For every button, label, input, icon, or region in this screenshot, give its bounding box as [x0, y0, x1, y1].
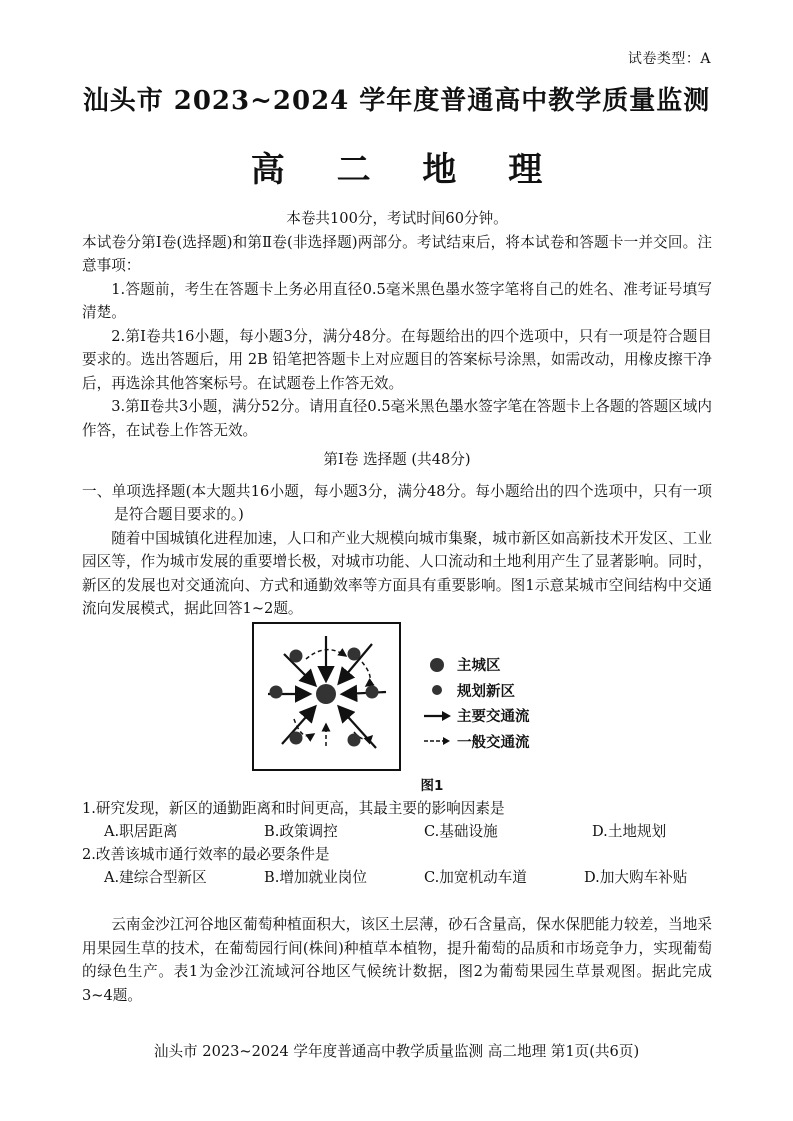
figure-1-caption: 图1 [420, 778, 444, 794]
new-district-dot [290, 650, 303, 663]
main-city-dot [316, 684, 336, 704]
question-1 [82, 797, 712, 843]
question-2-stem: 2.改善该城市通行效率的最必要条件是 [82, 846, 330, 863]
q2-option-d[interactable]: D.加大购车补贴 [584, 869, 688, 886]
exam-title: 汕头市 2023~2024 学年度普通高中教学质量监测 [82, 86, 711, 116]
passage-2-block [82, 913, 712, 1007]
exam-summary: 本卷共100分，考试时间60分钟。 [286, 210, 508, 227]
small-dot-icon [431, 684, 443, 696]
new-district-dot [270, 686, 283, 699]
paper-type-label: 试卷类型：A [627, 51, 711, 67]
q2-option-a[interactable]: A.建综合型新区 [104, 869, 207, 886]
instructions-intro: 本试卷分第Ⅰ卷(选择题)和第Ⅱ卷(非选择题)两部分。考试结束后，将本试卷和答题卡一并交回。注意事项： [82, 233, 712, 274]
subject-title: 高 二 地 理 [250, 150, 563, 190]
question-2 [82, 843, 712, 889]
new-district-dot [290, 732, 303, 745]
q1-option-d[interactable]: D.土地规划 [592, 823, 667, 840]
legend-general-flow: 一般交通流 [417, 729, 530, 755]
figure-1-diagram [252, 622, 401, 771]
part-heading: 一、单项选择题(本大题共16小题，每小题3分，满分48分。每小题给出的四个选项中，只有一项是符合题目要求的。) [82, 482, 712, 523]
q2-option-c[interactable]: C.加宽机动车道 [424, 869, 527, 886]
instructions-block [82, 207, 712, 442]
new-district-dot [348, 648, 361, 661]
question-2-options [82, 866, 712, 889]
instruction-item-1: 1.答题前，考生在答题卡上务必用直径0.5毫米黑色墨水签字笔将自己的姓名、准考证号填写清楚。 [82, 280, 712, 321]
new-district-dot [348, 734, 361, 747]
passage-1: 随着中国城镇化进程加速，人口和产业大规模向城市集聚，城市新区如高新技术开发区、工业园区等，作为城市发展的重要增长极，对城市功能、人口流动和土地利用产生了显著影响。同时，新区的发展也对交通流向、方式和通勤效率等方面具有重要影响。图1示意某城市空间结构中交通流向发展模式，据此回答1~2题。 [82, 529, 712, 617]
q1-option-a[interactable]: A.职居距离 [104, 823, 178, 840]
large-dot-icon [429, 657, 445, 673]
q1-option-b[interactable]: B.政策调控 [264, 823, 338, 840]
figure-1 [252, 622, 552, 794]
solid-arrow-icon [422, 710, 452, 722]
question-1-options [82, 820, 712, 843]
traffic-flow-diagram [254, 624, 399, 769]
legend-new-district: 规划新区 [417, 678, 530, 704]
section1-heading: 第Ⅰ卷 选择题 (共48分) [323, 451, 471, 468]
dashed-arrow-icon [422, 735, 452, 747]
q1-option-c[interactable]: C.基础设施 [424, 823, 498, 840]
section1-block [82, 448, 712, 621]
page-footer: 汕头市 2023~2024 学年度普通高中教学质量监测 高二地理 第1页(共6页) [153, 1043, 640, 1060]
legend-main-flow: 主要交通流 [417, 703, 530, 729]
instruction-item-3: 3.第Ⅱ卷共3小题，满分52分。请用直径0.5毫米黑色墨水签字笔在答题卡上各题的答题区域内作答，在试卷上作答无效。 [82, 398, 712, 439]
q2-option-b[interactable]: B.增加就业岗位 [264, 869, 367, 886]
instruction-item-2: 2.第Ⅰ卷共16小题，每小题3分，满分48分。在每题给出的四个选项中，只有一项是符合题目要求的。选出答题后，用 2B 铅笔把答题卡上对应题目的答案标号涂黑，如需改动，用橡皮擦干净后，再选涂其他答案标号。在试题卷上作答无效。 [82, 327, 712, 392]
new-district-dot [366, 686, 379, 699]
passage-2: 云南金沙江河谷地区葡萄种植面积大，该区土层薄，砂石含量高，保水保肥能力较差，当地采用果园生草的技术，在葡萄园行间(株间)种植草本植物，提升葡萄的品质和市场竞争力，实现葡萄的绿色生产。表1为金沙江流域河谷地区气候统计数据，图2为葡萄果园生草景观图。据此完成3~4题。 [82, 916, 712, 1004]
question-1-stem: 1.研究发现，新区的通勤距离和时间更高，其最主要的影响因素是 [82, 800, 505, 817]
figure-1-legend [417, 652, 530, 754]
legend-main-city: 主城区 [417, 652, 530, 678]
